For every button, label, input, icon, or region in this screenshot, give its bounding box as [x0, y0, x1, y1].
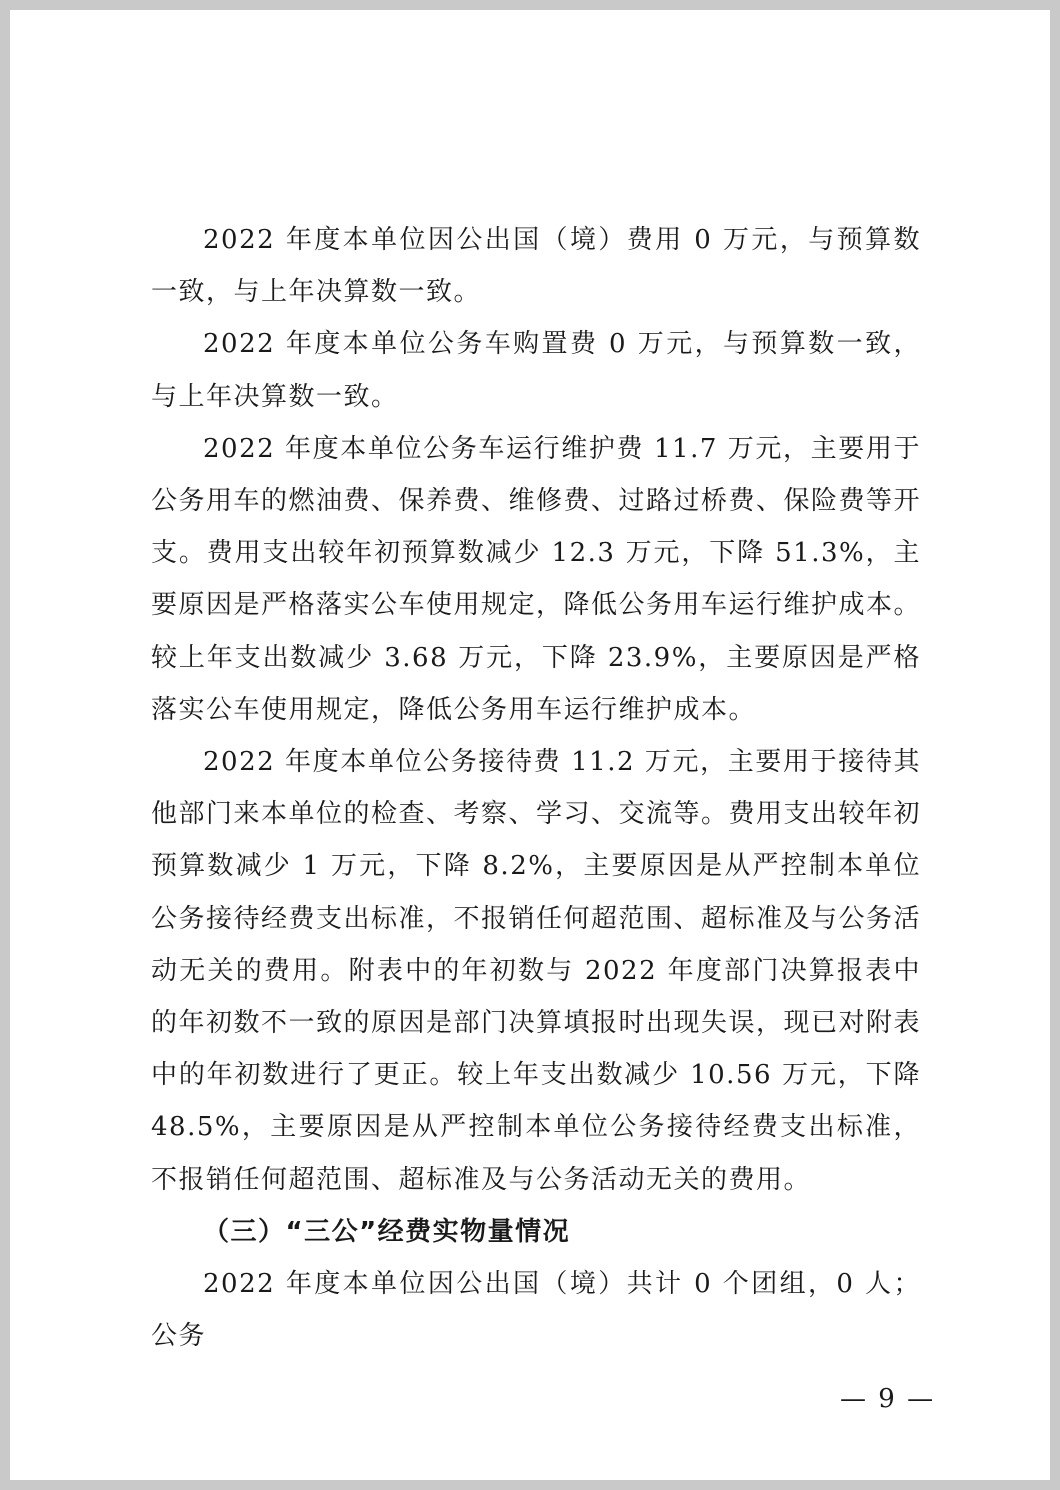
paragraph-physical-quantity: 2022 年度本单位因公出国（境）共计 0 个团组，0 人；公务 [151, 1269, 921, 1352]
page-number: — 9 — [840, 1384, 936, 1414]
paragraph-vehicle-purchase: 2022 年度本单位公务车购置费 0 万元，与预算数一致，与上年决算数一致。 [151, 329, 921, 412]
paragraph-official-reception: 2022 年度本单位公务接待费 11.2 万元，主要用于接待其他部门来本单位的检查、考察、学习、交流等。费用支出较年初预算数减少 1 万元，下降 8.2%，主要原因是从严控制本单位公务接待经费支出标准，不报销任何超范围、超标准及与公务活动无关的费用。附表中的年初数与 2022 年度部门决算报表中的年初数不一致的原因是部门决算填报时出现失误，现已对附表中的年初数进行了更正。较上年支出数减少 10.56 万元，下降 48.5%，主要原因是从严控制本单位公务接待经费支出标准，不报销任何超范围、超标准及与公务活动无关的费用。 [151, 747, 922, 1195]
document-body [151, 214, 921, 1362]
paragraph-vehicle-maintenance: 2022 年度本单位公务车运行维护费 11.7 万元，主要用于公务用车的燃油费、保养费、维修费、过路过桥费、保险费等开支。费用支出较年初预算数减少 12.3 万元，下降 51.3%，主要原因是严格落实公车使用规定，降低公务用车运行维护成本。较上年支出数减少 3.68 万元，下降 23.9%，主要原因是严格落实公车使用规定，降低公务用车运行维护成本。 [151, 433, 922, 725]
section-heading: （三）“三公”经费实物量情况 [203, 1216, 571, 1247]
paragraph-overseas-travel: 2022 年度本单位因公出国（境）费用 0 万元，与预算数一致，与上年决算数一致。 [151, 225, 921, 308]
document-page [10, 10, 1050, 1480]
